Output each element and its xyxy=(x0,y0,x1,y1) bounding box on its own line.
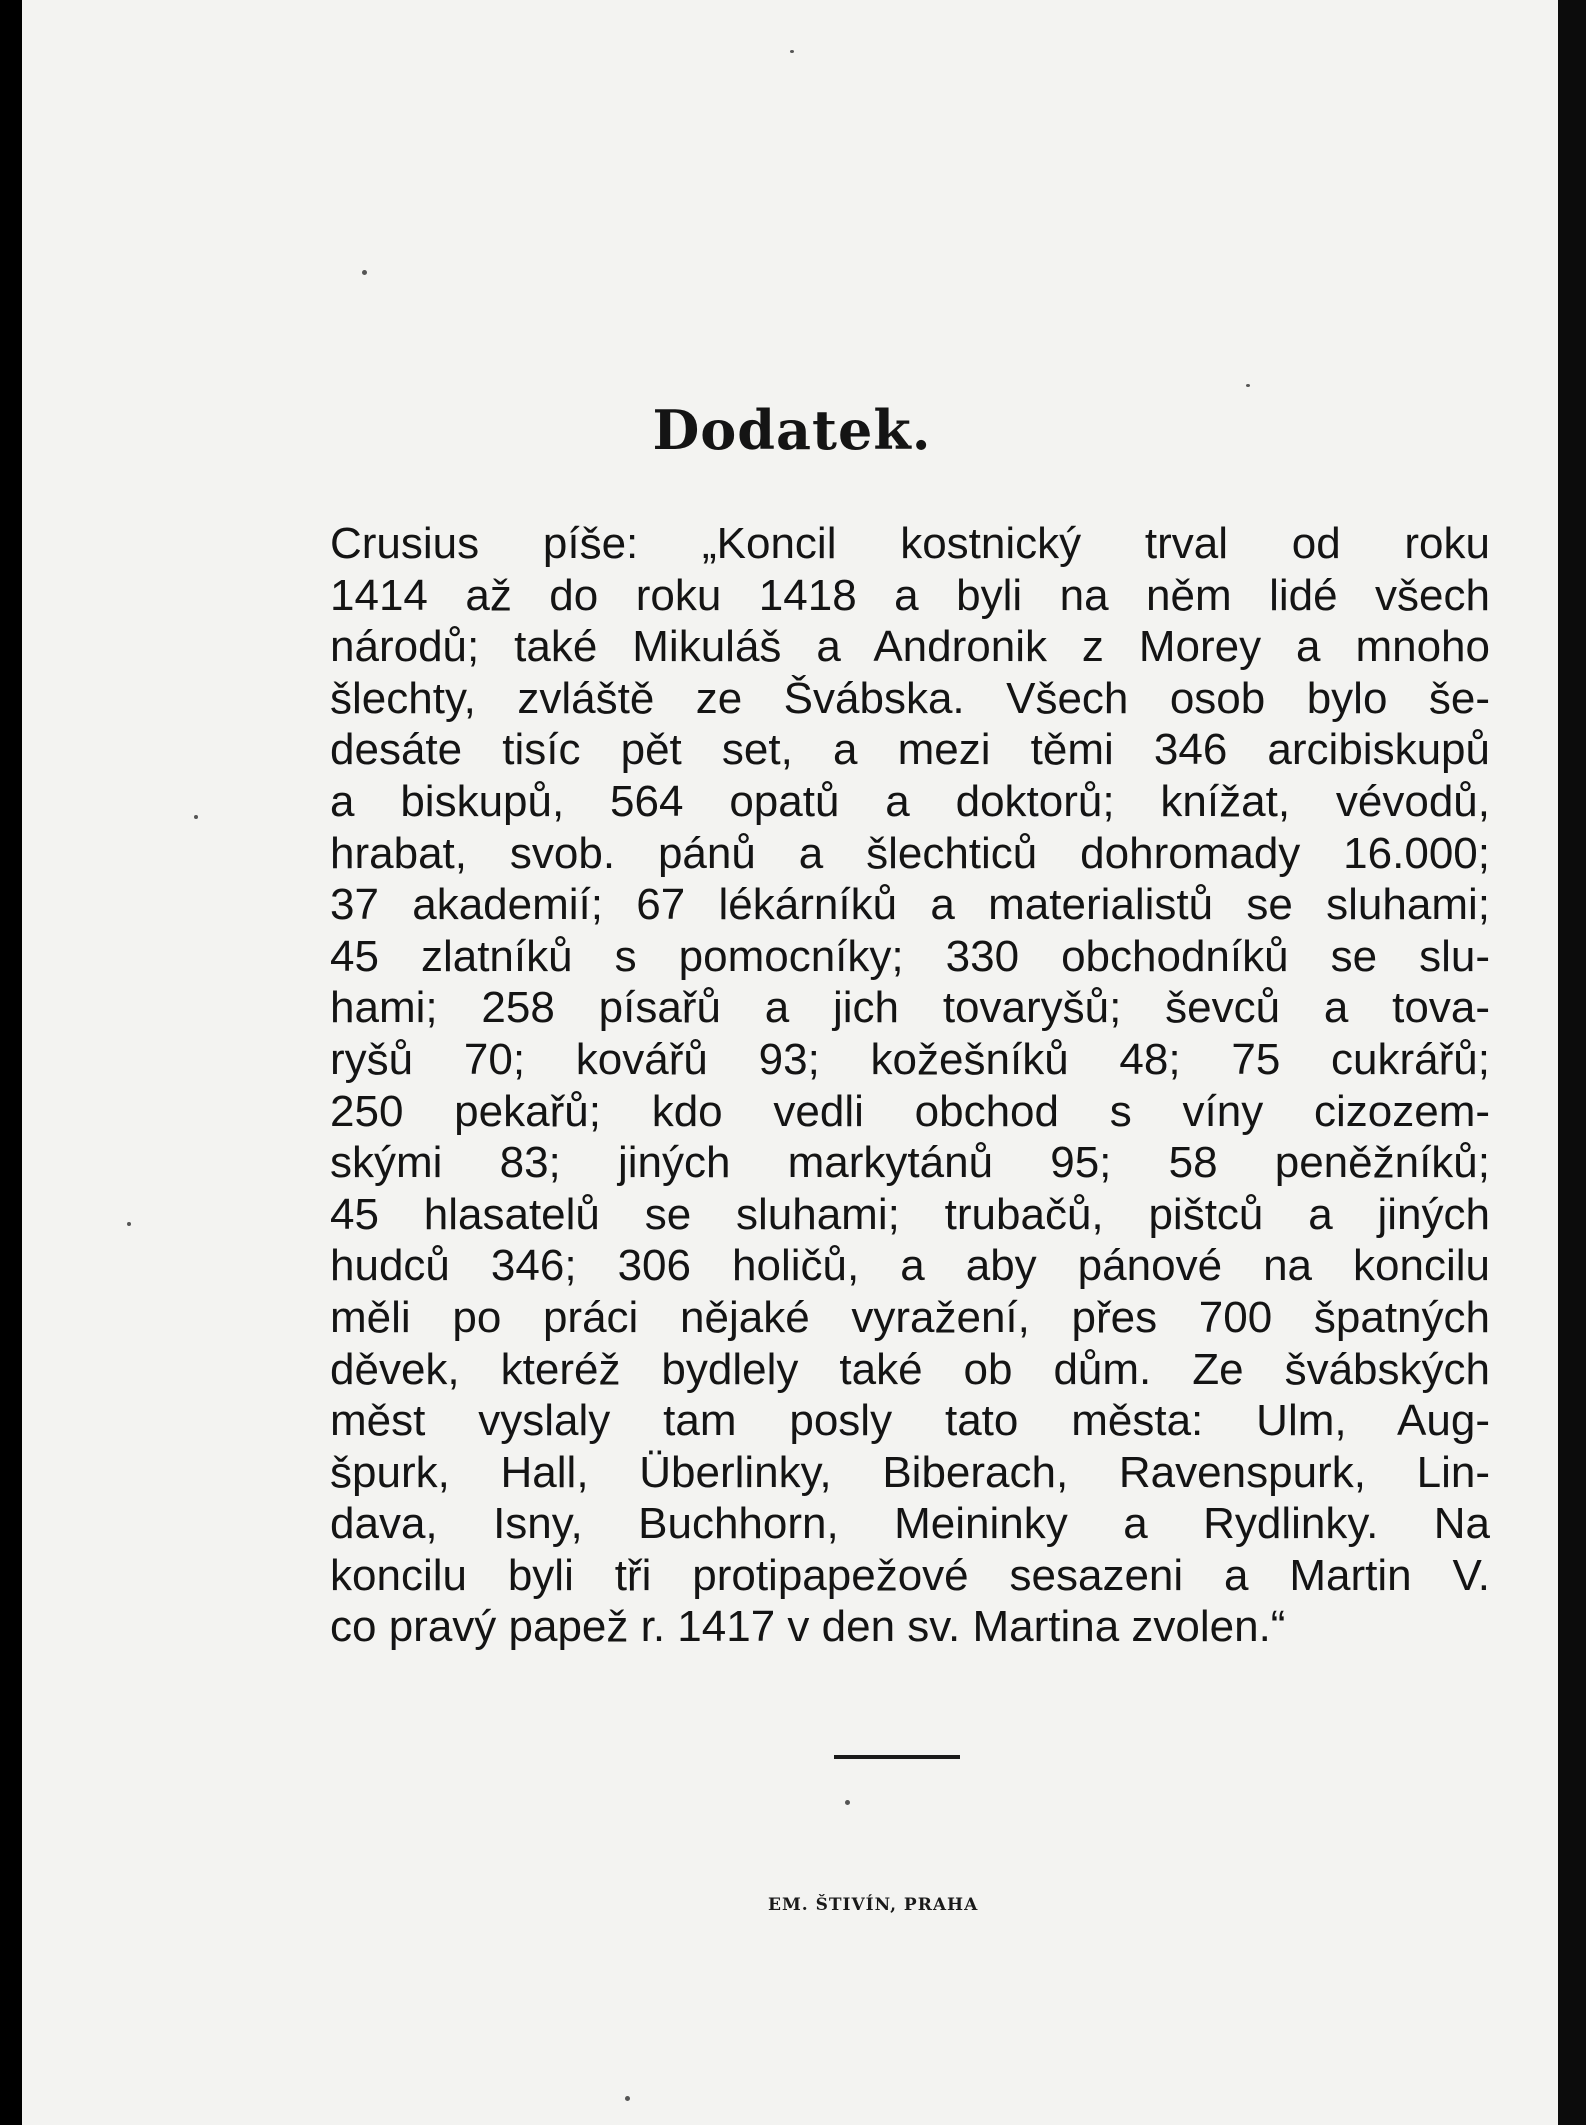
text-line: 250 pekařů; kdo vedli obchod s víny cizozem- xyxy=(330,1086,1490,1136)
page-title: Dodatek. xyxy=(652,398,932,462)
text-line: desáte tisíc pět set, a mezi těmi 346 arcibiskupů xyxy=(330,725,1490,775)
document-page xyxy=(22,0,1562,2125)
scan-border xyxy=(1558,0,1586,2125)
text-line: hrabat, svob. pánů a šlechticů dohromady 16.000; xyxy=(330,828,1490,878)
scan-speck xyxy=(1246,384,1250,387)
text-line: hudců 346; 306 holičů, a aby pánové na koncilu xyxy=(330,1241,1490,1291)
scan-speck xyxy=(845,1800,850,1805)
printer-imprint: EM. ŠTIVÍN, PRAHA xyxy=(768,1895,979,1915)
scan-speck xyxy=(362,270,367,275)
text-line: dava, Isny, Buchhorn, Meininky a Rydlinky. Na xyxy=(330,1499,1490,1549)
text-line: šlechty, zvláště ze Švábska. Všech osob bylo še- xyxy=(330,673,1490,723)
text-line: 1414 až do roku 1418 a byli na něm lidé všech xyxy=(330,570,1490,620)
text-line: hami; 258 písařů a jich tovaryšů; ševců a tova- xyxy=(330,983,1490,1033)
text-line: 45 zlatníků s pomocníky; 330 obchodníků se slu- xyxy=(330,931,1490,981)
text-line: národů; také Mikuláš a Andronik z Morey a mnoho xyxy=(330,622,1490,672)
scan-speck xyxy=(625,2096,630,2101)
text-line: ryšů 70; kovářů 93; kožešníků 48; 75 cukrářů; xyxy=(330,1034,1490,1084)
text-line: 45 hlasatelů se sluhami; trubačů, pištců a jiných xyxy=(330,1189,1490,1239)
text-line: měli po práci nějaké vyražení, přes 700 špatných xyxy=(330,1292,1490,1342)
text-line-last: co pravý papež r. 1417 v den sv. Martina zvolen.“ xyxy=(330,1602,1286,1652)
body-paragraph xyxy=(330,518,1490,1653)
text-line: děvek, kteréž bydlely také ob dům. Ze švábských xyxy=(330,1344,1490,1394)
text-line: 37 akademií; 67 lékárníků a materialistů se sluhami; xyxy=(330,880,1490,930)
scan-speck xyxy=(194,815,198,819)
text-line: špurk, Hall, Überlinky, Biberach, Ravenspurk, Lin- xyxy=(330,1447,1490,1497)
text-line: skými 83; jiných markytánů 95; 58 peněžníků; xyxy=(330,1138,1490,1188)
section-divider xyxy=(834,1755,960,1759)
scan-speck xyxy=(127,1222,131,1226)
text-line: koncilu byli tři protipapežové sesazeni a Martin V. xyxy=(330,1550,1490,1600)
scan-speck xyxy=(790,50,794,53)
text-line: a biskupů, 564 opatů a doktorů; knížat, vévodů, xyxy=(330,776,1490,826)
text-line: měst vyslaly tam posly tato města: Ulm, Aug- xyxy=(330,1396,1490,1446)
text-line: Crusius píše: „Koncil kostnický trval od roku xyxy=(330,519,1490,568)
